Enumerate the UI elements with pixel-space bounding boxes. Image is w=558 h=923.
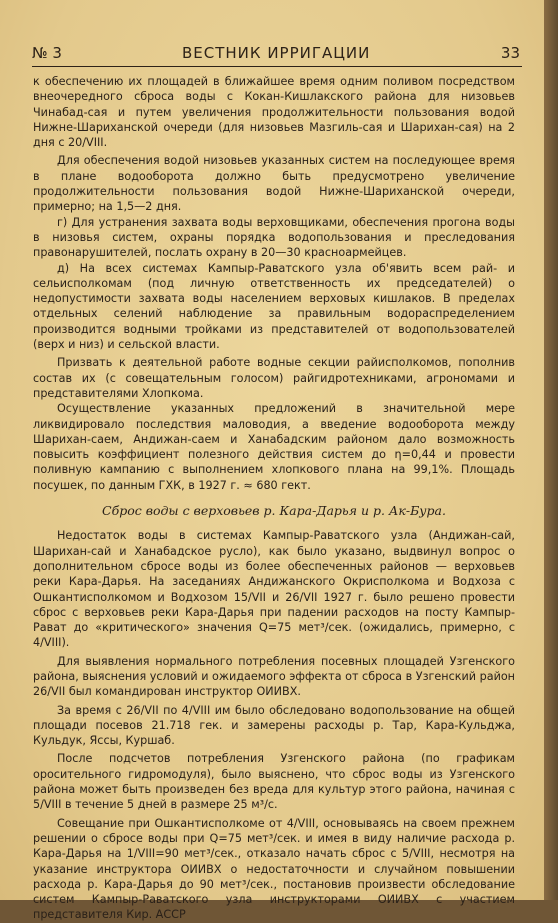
paragraph: После подсчетов потребления Узгенского района (по графикам оросительного гидромодуля), было выяснено, что сброс воды из Узгенского района может быть произведен без вреда для культур этого района, начиная с 5/VIII в течение 5 дней в размере 25 м³/с. xyxy=(33,752,515,812)
journal-title: ВЕСТНИК ИРРИГАЦИИ xyxy=(182,44,371,62)
page-edge xyxy=(544,0,558,900)
running-header xyxy=(32,40,520,64)
article-body xyxy=(33,74,515,923)
issue-number: № 3 xyxy=(32,44,62,62)
paragraph: За время с 26/VII по 4/VIII им было обследовано водопользование на общей площади посевов 21.718 гек. и замерены расходы р. Тар, Кара-Кульджа, Кульдук, Яссы, Куршаб. xyxy=(33,703,515,748)
paragraph: д) На всех системах Кампыр-Раватского узла об'явить всем рай- и сельисполкомам (под личную ответственность их председателей) о недопустимости захвата воды населением верховых кишлаков. В пределах отдельных селений наблюдение за правильным водораспределением производится водными тройками из представителей от водопользователей (верх и низ) и сельской власти. xyxy=(33,261,515,352)
page-number: 33 xyxy=(500,44,520,62)
paragraph: г) Для устранения захвата воды верховщиками, обеспечения прогона воды в низовья систем, охраны порядка водопользования и преследования правонарушителей, послать охрану в 20—30 красноармейцев. xyxy=(33,215,515,260)
paragraph: к обеспечению их площадей в ближайшее время одним поливом посредством внеочередного сброса воды с Кокан-Кишлакского района для низовьев Чинабад-сая и путем увеличения продолжительности пользования водой Нижне-Шариханской очереди (для низовьев Мазгиль-сая и Шарихан-сая) на 2 дня с 20/VIII. xyxy=(33,75,515,150)
section-title: Сброс воды с верховьев р. Кара-Дарья и р. Ак-Бура. xyxy=(102,503,446,519)
paragraph: Недостаток воды в системах Кампыр-Раватского узла (Андижан-сай, Шарихан-сай и Ханабадское русло), как было указано, выдвинул вопрос о дополнительном сбросе воды из более обеспеченных районов — верховьев реки Кара-Дарья. На заседаниях Андижанского Окрисполкома и Водхоза с Ошкантисполкомом и Водхозом 15/VII и 26/VII 1927 г. было решено провести сброс с верховьев реки Кара-Дарья при падении расходов на посту Кампыр-Рават до «критического» значения Q=75 мет³/сек. (ожидались, примерно, с 4/VIII). xyxy=(33,529,515,650)
paragraph: Осуществление указанных предложений в значительной мере ликвидировало последствия маловодия, а введение водооборота между Шарихан-саем, Андижан-саем и Ханабадским районом дало возможность повысить коэффициент полезного действия систем до η=0,44 и провести поливную кампанию с выполнением хлопкового плана на 99,1%. Площадь посушек, по данным ГХК, в 1927 г. ≈ 680 гект. xyxy=(33,402,515,492)
paragraph: Призвать к деятельной работе водные секции райисполкомов, пополнив состав их (с совещательным голосом) райгидротехниками, агрономами и представителями Хлопкома. xyxy=(33,356,515,400)
paragraph: Совещание при Ошкантисполкоме от 4/VIII, основываясь на своем прежнем решении о сбросе воды при Q=75 мет³/сек. и имея в виду наличие расхода р. Кара-Дарья на 1/VIII=90 мет³/сек., отказало начать сброс с 5/VIII, несмотря на указание инструктора ОИИВХ о недостаточности и случайном повышении расхода р. Кара-Дарья до 90 мет³/сек., постановив произвести обследование систем Кампыр-Раватского узла инструкторами ОИИВХ с участием представителя Кир. АССР xyxy=(33,816,515,922)
paragraph: Для выявления нормального потребления посевных площадей Узгенского района, выяснения условий и ожидаемого эффекта от сброса в Узгенский район 26/VII был командирован инструктор ОИИВХ. xyxy=(33,654,515,699)
paragraph: Для обеспечения водой низовьев указанных систем на последующее время в плане водооборота должно быть предусмотрено увеличение продолжительности пользования водой Нижне-Шариханской очереди, примерно; на 1,5—2 дня. xyxy=(33,154,515,214)
header-rule xyxy=(32,66,522,67)
